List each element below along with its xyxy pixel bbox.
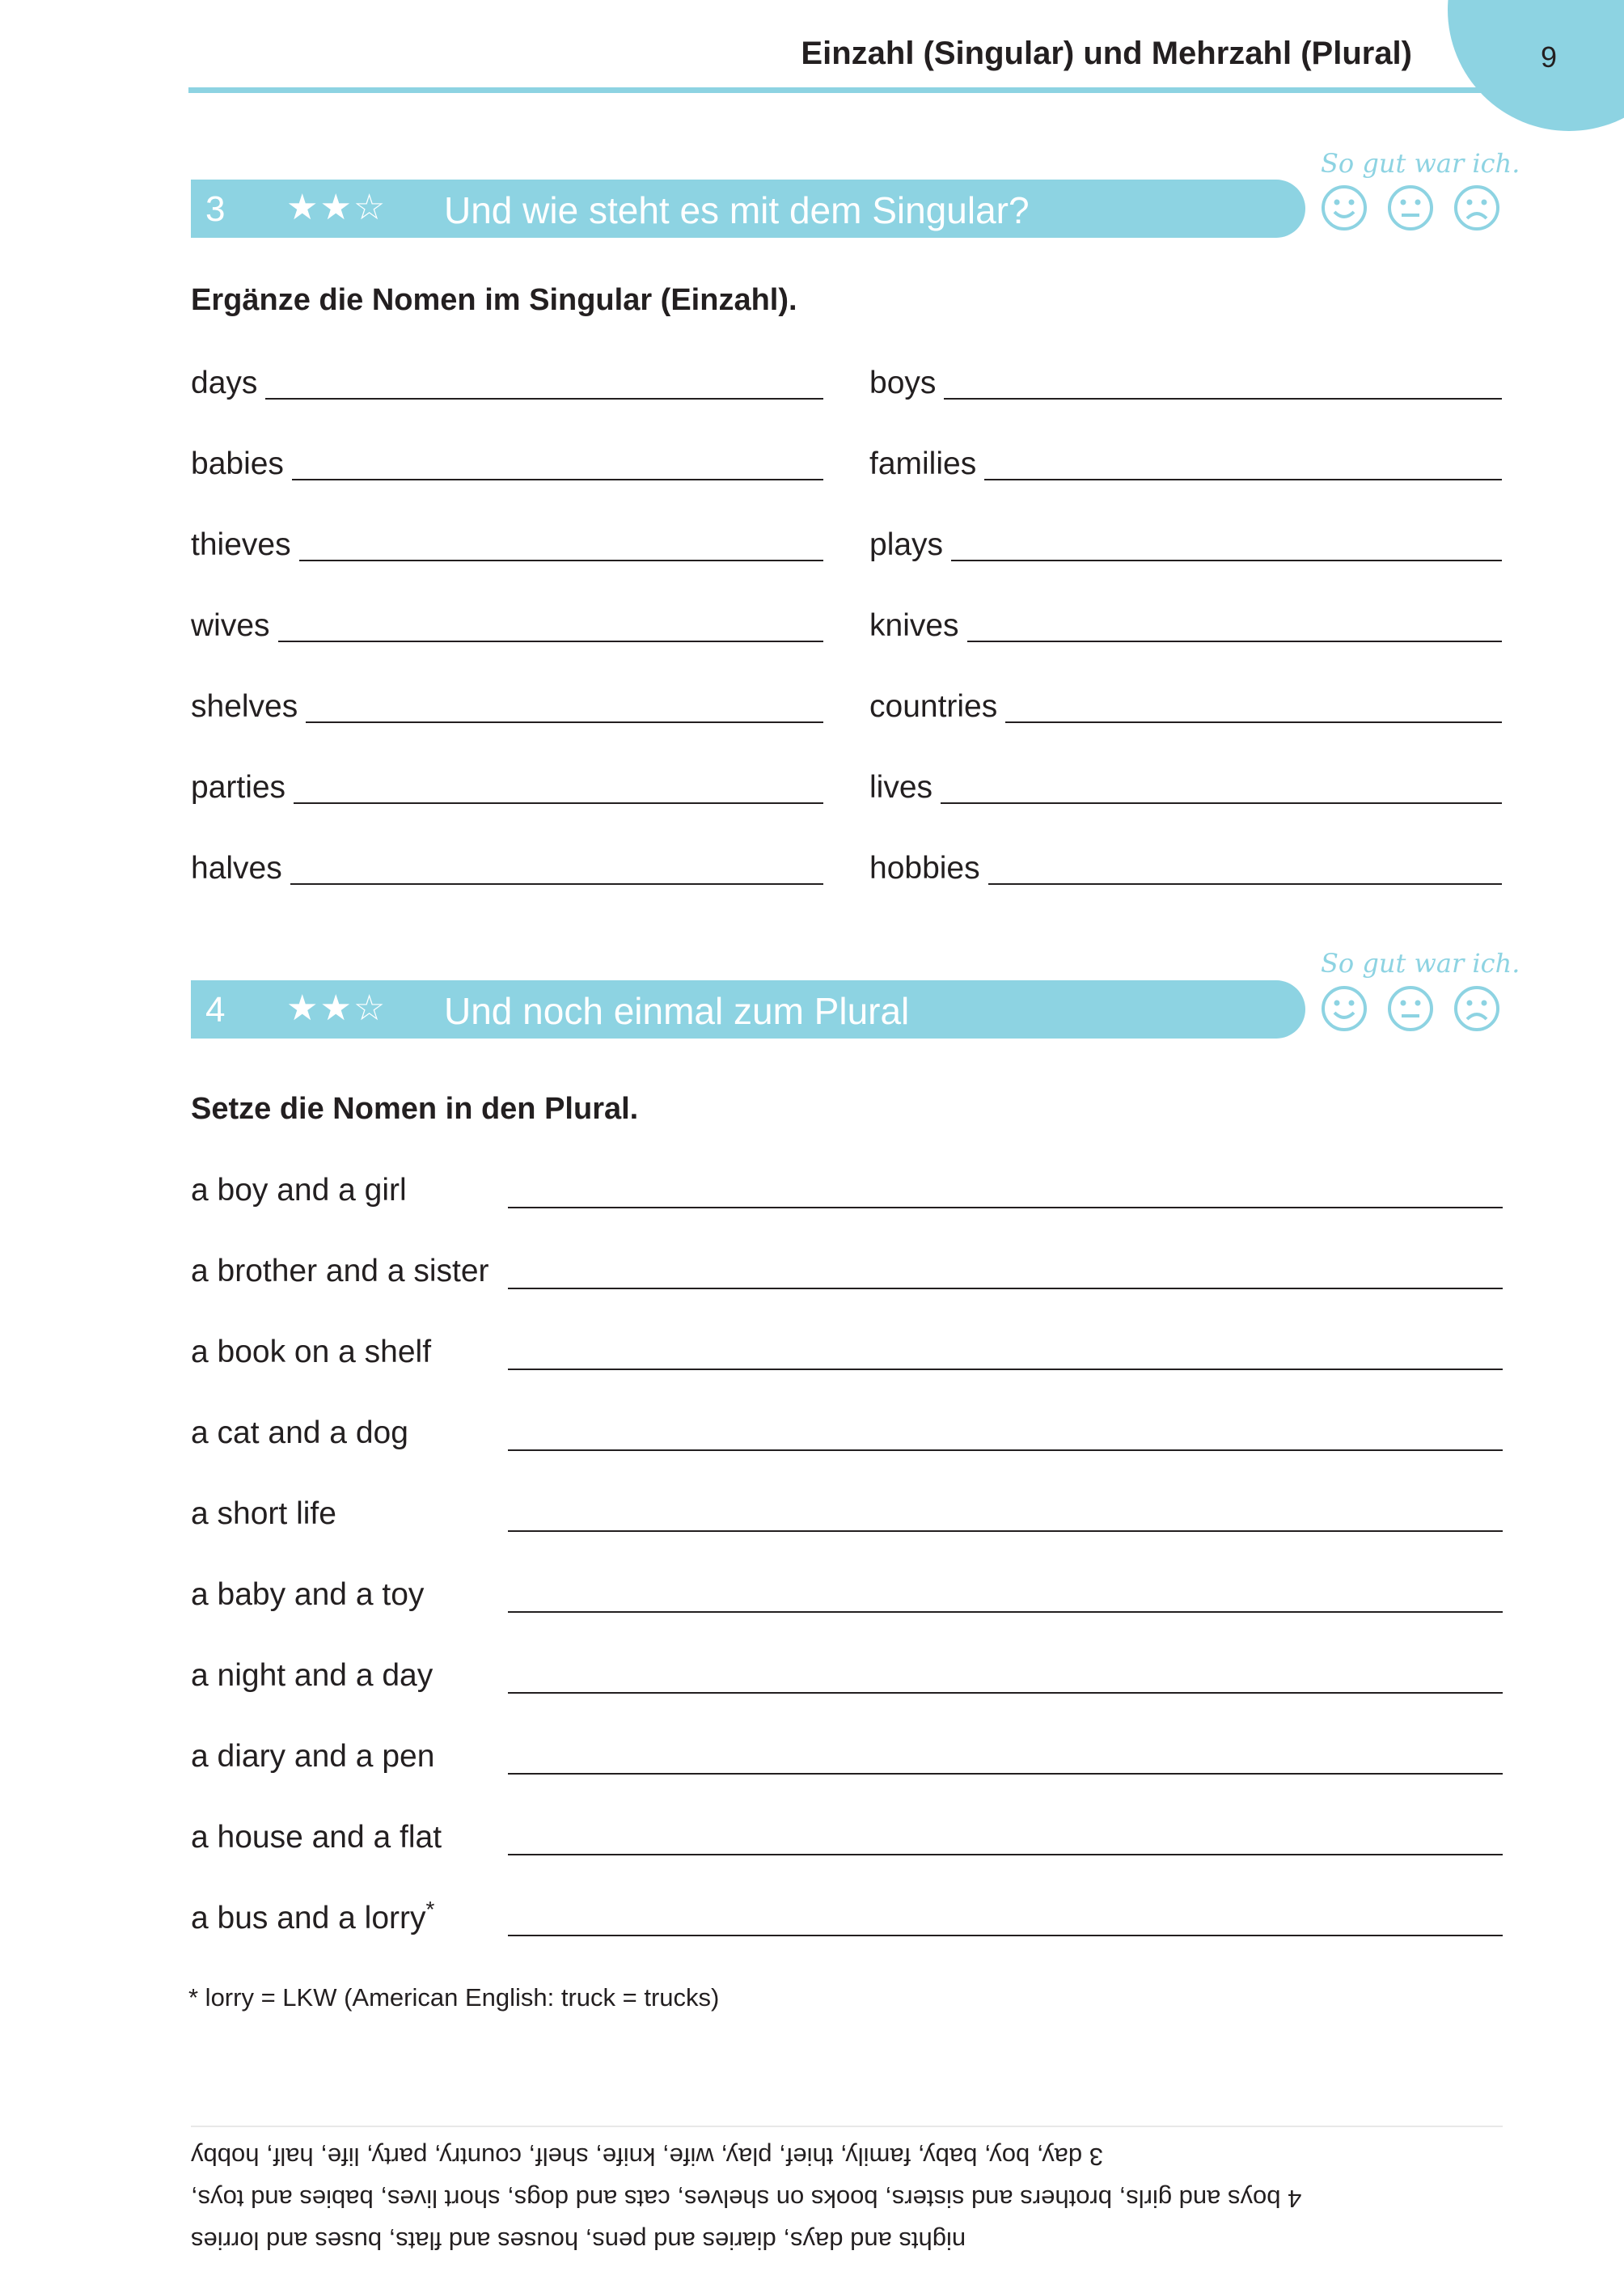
answer-line[interactable] — [951, 527, 1502, 561]
plural-row — [191, 1812, 1503, 1860]
answers-divider — [191, 2126, 1503, 2127]
singular-phrase: a diary and a pen — [191, 1739, 435, 1774]
singular-phrase: a cat and a dog — [191, 1415, 408, 1450]
plural-word: halves — [191, 851, 282, 886]
plural-word: countries — [869, 689, 998, 724]
page-number: 9 — [1541, 40, 1558, 74]
answer-line[interactable] — [508, 1773, 1503, 1775]
difficulty-stars-icon: ★★☆ — [286, 988, 387, 1028]
exercise-3-instruction: Ergänze die Nomen im Singular (Einzahl). — [191, 283, 797, 317]
answer-line[interactable] — [290, 851, 823, 885]
page-title: Einzahl (Singular) und Mehrzahl (Plural) — [801, 36, 1412, 71]
singular-phrase: a brother and a sister — [191, 1254, 489, 1288]
answer-line[interactable] — [944, 366, 1502, 400]
page-number-badge — [1448, 0, 1624, 131]
answer-line[interactable] — [508, 1288, 1503, 1289]
rating-faces[interactable] — [1321, 985, 1500, 1032]
answer-line[interactable] — [278, 608, 823, 642]
plural-word: thieves — [191, 527, 291, 562]
plural-row — [191, 1246, 1503, 1294]
exercise-4-header — [191, 980, 1305, 1039]
header-divider — [188, 87, 1482, 93]
plural-word: hobbies — [869, 851, 980, 886]
plural-word: boys — [869, 366, 937, 400]
singular-phrase: a bus and a lorry — [191, 1901, 426, 1936]
answer-line[interactable] — [967, 608, 1502, 642]
fill-in-row — [191, 432, 823, 480]
upside-down-answers — [191, 2135, 1503, 2261]
exercise-number: 4 — [205, 990, 226, 1030]
sad-face-icon[interactable] — [1453, 985, 1500, 1032]
neutral-face-icon[interactable] — [1387, 985, 1434, 1032]
singular-phrase: a baby and a toy — [191, 1577, 425, 1612]
difficulty-stars-icon: ★★☆ — [286, 188, 387, 227]
answer-line[interactable] — [508, 1692, 1503, 1694]
answer-line[interactable] — [306, 689, 823, 723]
exercise-3-header — [191, 180, 1305, 238]
fill-in-row — [191, 513, 823, 561]
fill-in-row — [191, 351, 823, 400]
happy-face-icon[interactable] — [1321, 985, 1368, 1032]
plural-word: wives — [191, 608, 270, 643]
answer-line[interactable] — [508, 1369, 1503, 1370]
singular-left-column — [191, 351, 823, 885]
fill-in-row — [869, 594, 1502, 642]
plural-word: days — [191, 366, 258, 400]
singular-right-column — [869, 351, 1502, 885]
answer-line[interactable] — [941, 770, 1502, 804]
rating-label: So gut war ich. — [1321, 948, 1520, 979]
fill-in-row — [869, 513, 1502, 561]
plural-row — [191, 1893, 1503, 1941]
singular-phrase: a boy and a girl — [191, 1173, 407, 1208]
footnote-mark: * — [425, 1897, 435, 1922]
sad-face-icon[interactable] — [1453, 184, 1500, 231]
plural-word: families — [869, 446, 977, 481]
plural-row — [191, 1326, 1503, 1375]
answer-line[interactable] — [1005, 689, 1502, 723]
plural-row — [191, 1731, 1503, 1779]
fill-in-row — [869, 755, 1502, 804]
answer-line-1: 3 day, boy, baby, family, thief, play, wife, knife, shelf, country, party, life, half, hobby — [191, 2143, 1104, 2171]
answer-line-2: 4 boys and girls, brothers and sisters, books on shelves, cats and dogs, short lives, babies and toys, — [191, 2185, 1302, 2213]
answer-line[interactable] — [292, 446, 823, 480]
plural-word: babies — [191, 446, 284, 481]
singular-phrase-wrap — [191, 1893, 434, 1935]
answer-line[interactable] — [508, 1854, 1503, 1855]
footnote: * lorry = LKW (American English: truck = trucks) — [188, 1983, 720, 2012]
fill-in-row — [869, 351, 1502, 400]
singular-phrase: a house and a flat — [191, 1820, 442, 1855]
plural-row — [191, 1165, 1503, 1213]
fill-in-row — [191, 594, 823, 642]
exercise-title: Und wie steht es mit dem Singular? — [444, 189, 1030, 231]
rating-faces[interactable] — [1321, 184, 1500, 231]
happy-face-icon[interactable] — [1321, 184, 1368, 231]
answer-line[interactable] — [508, 1935, 1503, 1936]
answer-line[interactable] — [508, 1611, 1503, 1613]
fill-in-row — [191, 675, 823, 723]
plural-word: parties — [191, 770, 286, 805]
answer-line[interactable] — [508, 1449, 1503, 1451]
exercise-number: 3 — [205, 189, 226, 229]
fill-in-row — [869, 675, 1502, 723]
singular-phrase: a night and a day — [191, 1658, 433, 1693]
fill-in-row — [191, 755, 823, 804]
fill-in-row — [869, 836, 1502, 885]
fill-in-row — [869, 432, 1502, 480]
answer-line[interactable] — [508, 1207, 1503, 1208]
singular-phrase: a book on a shelf — [191, 1335, 432, 1369]
plural-row — [191, 1488, 1503, 1537]
answer-line[interactable] — [988, 851, 1502, 885]
plural-word: knives — [869, 608, 959, 643]
exercise-title: Und noch einmal zum Plural — [444, 990, 910, 1032]
answer-line[interactable] — [299, 527, 823, 561]
rating-label: So gut war ich. — [1321, 148, 1520, 179]
fill-in-row — [191, 836, 823, 885]
answer-line[interactable] — [265, 366, 823, 400]
exercise-4-instruction: Setze die Nomen in den Plural. — [191, 1092, 639, 1126]
answer-line[interactable] — [508, 1530, 1503, 1532]
plural-word: lives — [869, 770, 933, 805]
answer-line-3: nights and days, diaries and pens, houses and flats, buses and lorries — [191, 2227, 966, 2255]
plural-word: plays — [869, 527, 944, 562]
answer-line[interactable] — [984, 446, 1502, 480]
plural-row — [191, 1650, 1503, 1699]
neutral-face-icon[interactable] — [1387, 184, 1434, 231]
plural-word: shelves — [191, 689, 298, 724]
answer-line[interactable] — [294, 770, 823, 804]
plural-row — [191, 1569, 1503, 1618]
plural-row — [191, 1407, 1503, 1456]
singular-phrase: a short life — [191, 1496, 336, 1531]
